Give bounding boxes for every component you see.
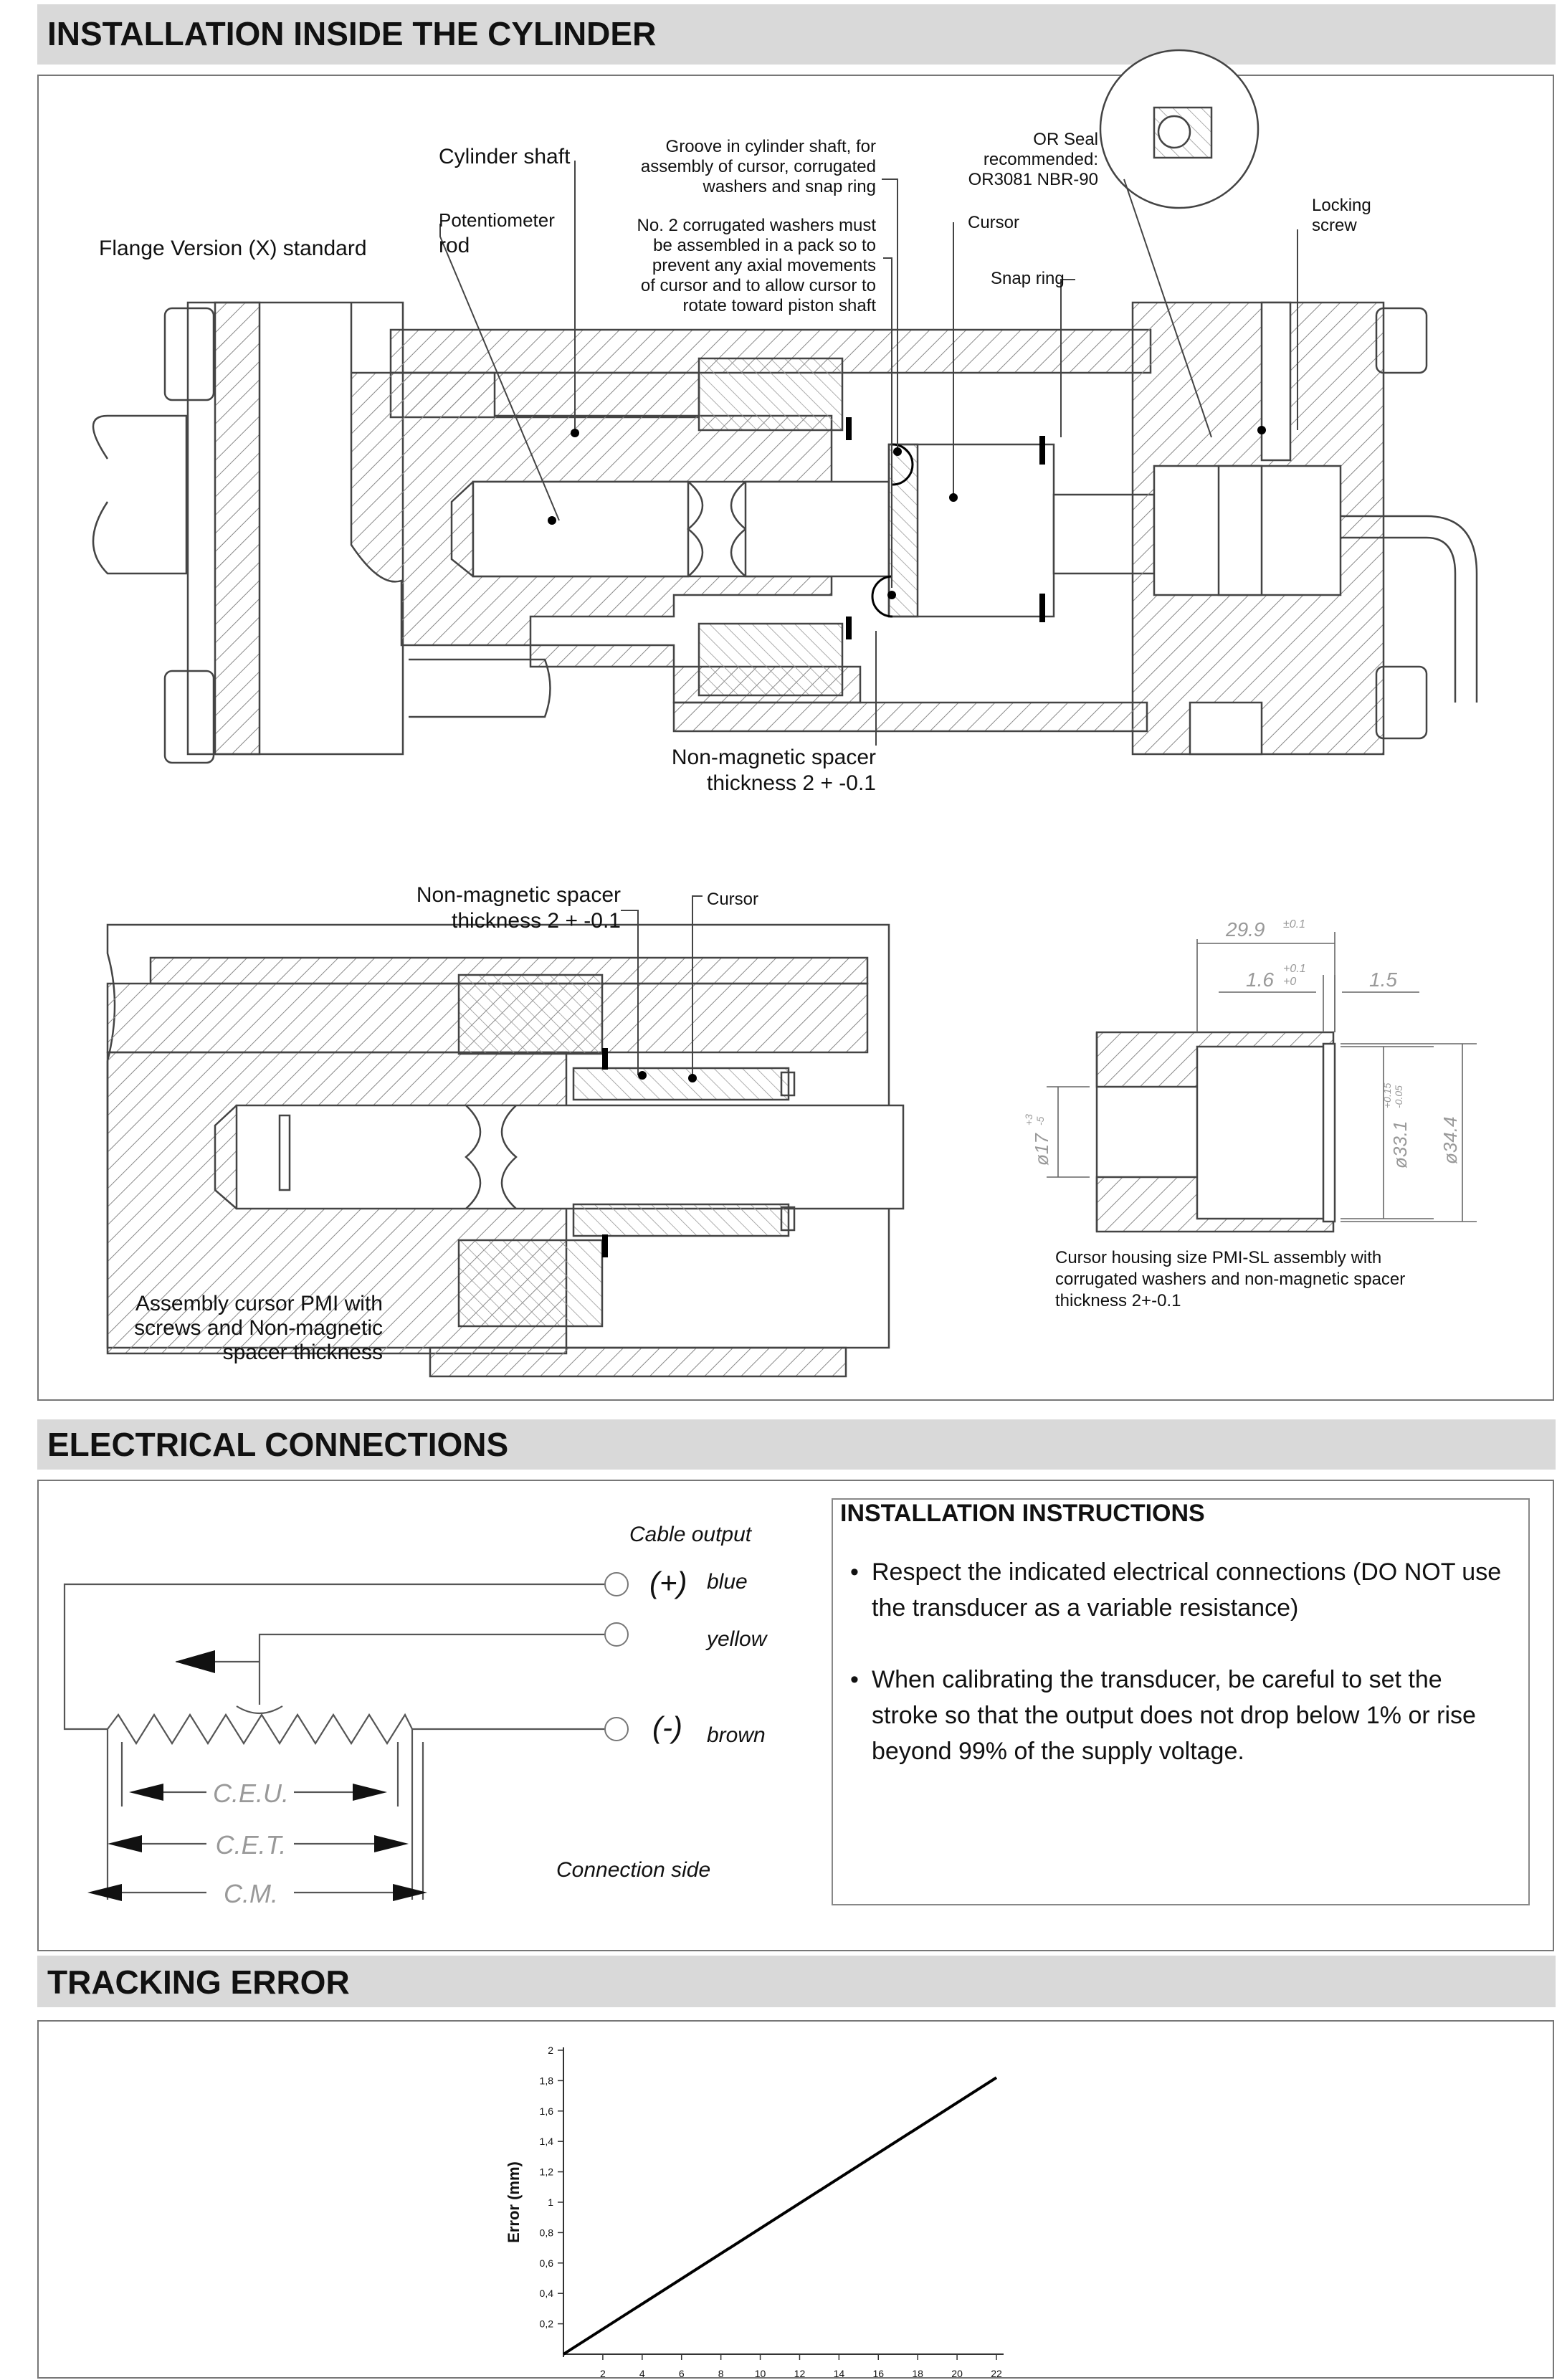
- label-washers: [637, 216, 877, 315]
- section-title: TRACKING ERROR: [47, 1964, 350, 2001]
- dim-33-1-tol-up: +0.15: [1381, 1082, 1393, 1108]
- label-snap-ring: Snap ring: [991, 269, 1065, 288]
- label-or-seal-line: OR Seal: [1033, 130, 1098, 149]
- label-groove: [641, 137, 876, 196]
- dim-29-9: 29.9: [1226, 918, 1265, 941]
- y-tick-label: 0,8: [539, 2227, 553, 2239]
- label-locking-2: screw: [1312, 216, 1357, 235]
- installation-instructions: [832, 1498, 1530, 1905]
- label-spacer-2: thickness 2 + -0.1: [707, 771, 876, 795]
- label-or-seal-line: recommended:: [983, 150, 1098, 169]
- y-tick-label: 1,2: [539, 2166, 553, 2178]
- label-spacer-1: Non-magnetic spacer: [671, 746, 876, 769]
- label-brown: brown: [707, 1723, 766, 1747]
- label-groove-line: assembly of cursor, corrugated: [640, 157, 876, 176]
- instructions-title: INSTALLATION INSTRUCTIONS: [840, 1500, 1205, 1527]
- label-cm: C.M.: [224, 1879, 278, 1908]
- label-washers-line: prevent any axial movements: [652, 256, 876, 275]
- label2-assembly-1: Assembly cursor PMI with: [135, 1292, 383, 1315]
- y-tick-label: 1: [548, 2196, 553, 2208]
- instruction-item: [850, 1662, 1510, 1769]
- housing-caption-1: Cursor housing size PMI-SL assembly with: [1055, 1248, 1382, 1267]
- dim-34-4: ø34.4: [1439, 1116, 1461, 1164]
- bullet: •: [850, 1558, 859, 1586]
- dim-33-1-tol-dn: -0.05: [1393, 1085, 1404, 1108]
- y-tick-label: 1,6: [539, 2105, 553, 2117]
- x-tick-label: 14: [833, 2368, 845, 2379]
- section-title: INSTALLATION INSIDE THE CYLINDER: [47, 15, 657, 52]
- label-washers-line: be assembled in a pack so to: [653, 236, 876, 255]
- x-tick-label: 18: [912, 2368, 923, 2379]
- y-tick-label: 0,2: [539, 2318, 553, 2330]
- x-tick-label: 6: [678, 2368, 685, 2379]
- section-title: ELECTRICAL CONNECTIONS: [47, 1426, 509, 1463]
- x-tick-label: 22: [991, 2368, 1002, 2379]
- y-tick-label: 1,4: [539, 2136, 553, 2148]
- label-connection-side: Connection side: [556, 1858, 711, 1882]
- label2-spacer-1: Non-magnetic spacer: [416, 883, 621, 907]
- label-locking-1: Locking: [1312, 196, 1371, 215]
- label-cet: C.E.T.: [215, 1830, 287, 1860]
- dim-1-6-tol-up: +0.1: [1283, 963, 1306, 975]
- dim-17: ø17: [1031, 1133, 1052, 1166]
- x-tick-label: 8: [718, 2368, 724, 2379]
- dim-1-6: 1.6: [1246, 968, 1274, 991]
- y-tick-label: 0,6: [539, 2257, 553, 2269]
- x-tick-label: 4: [639, 2368, 645, 2379]
- housing-caption-3: thickness 2+-0.1: [1055, 1291, 1181, 1310]
- x-tick-label: 12: [794, 2368, 806, 2379]
- y-tick-label: 2: [548, 2045, 553, 2056]
- tracking-error-chart: [505, 2045, 1004, 2380]
- y-tick-label: 1,8: [539, 2075, 553, 2087]
- series-line: [563, 2077, 996, 2354]
- y-tick-label: 0,4: [539, 2288, 553, 2300]
- terminal-blue: [605, 1573, 628, 1596]
- label-yellow: yellow: [707, 1627, 767, 1651]
- instruction-text: When calibrating the transducer, be careful to set the stroke so that the output does not drop below 1% or rise beyond 99% of the supply voltage.: [872, 1666, 1476, 1765]
- dim-1-5: 1.5: [1369, 968, 1397, 991]
- label2-cursor: Cursor: [707, 890, 759, 909]
- label-plus: (+): [649, 1566, 687, 1599]
- cable-terminals: [605, 1573, 628, 1741]
- label-flange: Flange Version (X) standard: [99, 237, 367, 260]
- dim-29-9-tol: ±0.1: [1283, 918, 1306, 930]
- label-cable-output: Cable output: [629, 1523, 752, 1546]
- x-tick-label: 2: [600, 2368, 606, 2379]
- dim-17-tol-dn: -5: [1034, 1116, 1046, 1125]
- label-or-seal-line: OR3081 NBR-90: [968, 170, 1098, 189]
- label-or-seal: [968, 130, 1098, 189]
- y-axis-label: Error (mm): [505, 2161, 523, 2243]
- dim-1-6-tol-dn: +0: [1283, 976, 1297, 988]
- x-tick-label: 16: [872, 2368, 885, 2379]
- label-washers-line: of cursor and to allow cursor to: [640, 276, 876, 295]
- x-tick-label: 20: [951, 2368, 963, 2379]
- x-tick-label: 10: [754, 2368, 766, 2379]
- cursor-housing-drawing: [1097, 1032, 1335, 1232]
- label-minus: (-): [652, 1710, 682, 1744]
- label-cylinder-shaft: Cylinder shaft: [439, 145, 571, 168]
- terminal-brown: [605, 1718, 628, 1741]
- label-pot-rod-2: rod: [439, 234, 470, 257]
- label-groove-line: Groove in cylinder shaft, for: [665, 137, 876, 156]
- housing-caption-2: corrugated washers and non-magnetic spacer: [1055, 1270, 1406, 1289]
- label-cursor: Cursor: [968, 213, 1020, 232]
- label-washers-line: No. 2 corrugated washers must: [637, 216, 876, 235]
- label-groove-line: washers and snap ring: [703, 177, 876, 196]
- label-blue: blue: [707, 1570, 748, 1594]
- electrical-schematic: [65, 1584, 616, 1900]
- label-washers-line: rotate toward piston shaft: [682, 296, 876, 315]
- label-ceu: C.E.U.: [212, 1779, 290, 1808]
- instruction-text: Respect the indicated electrical connections (DO NOT use the transducer as a variable resistance): [872, 1558, 1502, 1622]
- bullet: •: [850, 1666, 859, 1693]
- label-pot-rod-1: Potentiometer: [439, 209, 555, 231]
- dim-33-1: ø33.1: [1389, 1120, 1411, 1168]
- dim-17-tol-up: +3: [1023, 1114, 1034, 1125]
- label2-assembly-2: screws and Non-magnetic: [134, 1316, 383, 1340]
- label2-spacer-2: thickness 2 + -0.1: [452, 909, 621, 933]
- instruction-item: [850, 1554, 1510, 1626]
- terminal-yellow: [605, 1623, 628, 1646]
- label2-assembly-3: spacer thickness: [222, 1341, 383, 1364]
